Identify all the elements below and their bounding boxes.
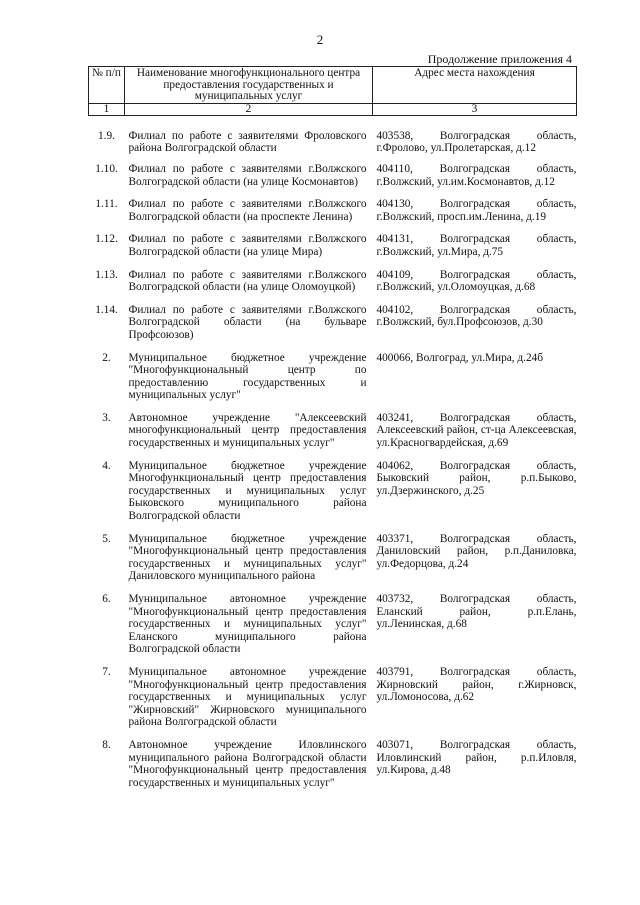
row-spacer-cell <box>89 188 577 198</box>
row-spacer <box>89 115 577 130</box>
row-address: 404062, Волгоградская область, Быковский район, р.п.Быково, ул.Дзержинского, д.25 <box>376 459 577 497</box>
row-address: 404131, Волгоградская область, г.Волжский, ул.Мира, д.75 <box>376 233 577 258</box>
row-mfc-name: Муниципальное автономное учреждение "Многофункциональный центр предоставления государственных и муниципальных услуг "Жирновский" Жирновского муниципального района Волгоградской области <box>128 665 367 729</box>
table-row <box>89 666 577 729</box>
mfc-address-table <box>88 66 577 789</box>
row-spacer <box>89 450 577 460</box>
row-address: 403732, Волгоградская область, Еланский район, р.п.Елань, ул.Ленинская, д.68 <box>376 593 577 631</box>
row-number: 7. <box>102 665 111 678</box>
table-row <box>89 233 577 258</box>
row-spacer-cell <box>89 523 577 533</box>
column-index-1: 1 <box>89 103 125 115</box>
appendix-continuation-note: Продолжение приложения 4 <box>427 52 572 66</box>
column-index-row <box>89 103 577 115</box>
row-spacer-cell <box>89 342 577 352</box>
row-mfc-name: Муниципальное бюджетное учреждение "Многофункциональный центр предоставления государственных и муниципальных услуг" Даниловского муниципального района <box>128 532 367 583</box>
row-address: 403371, Волгоградская область, Даниловский район, р.п.Даниловка, ул.Федорцова, д.24 <box>376 532 577 570</box>
row-mfc-name: Муниципальное бюджетное учреждение "Многофункциональный центр по предоставлению государственных и муниципальных услуг" <box>128 351 367 402</box>
row-mfc-name: Филиал по работе с заявителями г.Волжского Волгоградской области (на проспекте Ленина) <box>128 198 367 223</box>
row-number: 5. <box>102 532 111 545</box>
table-row <box>89 304 577 342</box>
column-index-2: 2 <box>125 103 373 115</box>
row-number: 1.13. <box>95 268 118 281</box>
row-number: 1.14. <box>95 303 118 316</box>
header-num: № п/п <box>89 67 125 104</box>
row-spacer-cell <box>89 259 577 269</box>
table-row <box>89 593 577 656</box>
table-row <box>89 533 577 583</box>
row-address: 403791, Волгоградская область, Жирновский район, г.Жирновск, ул.Ломоносова, д.62 <box>376 665 577 704</box>
row-address: 404109, Волгоградская область, г.Волжский, ул.Оломоуцкая, д.68 <box>376 268 577 294</box>
row-spacer-cell <box>89 155 577 163</box>
row-spacer <box>89 523 577 533</box>
row-number: 1.9. <box>98 129 115 142</box>
row-spacer-cell <box>89 450 577 460</box>
row-number: 1.12. <box>95 233 118 246</box>
table-body <box>89 115 577 789</box>
row-mfc-name: Филиал по работе с заявителями г.Волжского Волгоградской области (на улице Космонавтов) <box>128 162 367 188</box>
row-spacer-cell <box>89 115 577 130</box>
row-address: 403241, Волгоградская область, Алексеевский район, ст-ца Алексеевская, ул.Красногвардейская, д.69 <box>376 411 577 450</box>
row-spacer <box>89 729 577 739</box>
row-number: 2. <box>102 351 111 364</box>
row-spacer <box>89 583 577 593</box>
table-row <box>89 269 577 294</box>
row-mfc-name: Филиал по работе с заявителями Фроловского района Волгоградской области <box>128 129 367 155</box>
row-number: 8. <box>102 738 111 751</box>
row-spacer <box>89 342 577 352</box>
row-spacer <box>89 656 577 666</box>
row-number: 4. <box>102 459 111 472</box>
header-name: Наименование многофункционального центра предоставления государственных и муниципальных услуг <box>125 67 373 104</box>
row-spacer <box>89 155 577 163</box>
row-spacer <box>89 188 577 198</box>
row-address: 404110, Волгоградская область, г.Волжский, ул.им.Космонавтов, д.12 <box>376 162 577 188</box>
row-number: 1.10. <box>95 162 118 175</box>
header-address: Адрес места нахождения <box>373 67 577 104</box>
row-spacer <box>89 402 577 412</box>
row-address: 403538, Волгоградская область, г.Фролово, ул.Пролетарская, д.12 <box>376 129 577 155</box>
row-spacer <box>89 259 577 269</box>
row-address: 403071, Волгоградская область, Иловлинский район, р.п.Иловля, ул.Кирова, д.48 <box>376 738 577 777</box>
table-row <box>89 352 577 402</box>
row-spacer-cell <box>89 402 577 412</box>
table-row <box>89 198 577 223</box>
row-mfc-name: Филиал по работе с заявителями г.Волжского Волгоградской области (на улице Оломоуцкой) <box>128 268 367 294</box>
row-address: 404102, Волгоградская область, г.Волжский, бул.Профсоюзов, д.30 <box>376 303 577 329</box>
row-number: 3. <box>102 411 111 424</box>
table-row <box>89 130 577 155</box>
table-row <box>89 163 577 188</box>
column-index-3: 3 <box>373 103 577 115</box>
row-number: 1.11. <box>95 198 118 211</box>
row-mfc-name: Филиал по работе с заявителями г.Волжского Волгоградской области (на бульваре Профсоюзов) <box>128 303 367 341</box>
table-header-row <box>89 67 577 104</box>
row-mfc-name: Автономное учреждение "Алексеевский многофункциональный центр предоставления государственных и муниципальных услуг" <box>128 411 367 450</box>
row-address: 400066, Волгоград, ул.Мира, д.24б <box>376 351 544 364</box>
row-spacer <box>89 294 577 304</box>
row-spacer-cell <box>89 294 577 304</box>
table-row <box>89 412 577 450</box>
row-spacer-cell <box>89 656 577 666</box>
table-row <box>89 460 577 523</box>
row-number: 6. <box>102 593 111 605</box>
row-spacer-cell <box>89 223 577 233</box>
row-spacer-cell <box>89 729 577 739</box>
row-spacer-cell <box>89 583 577 593</box>
page-number: 2 <box>316 32 324 47</box>
table-row <box>89 739 577 789</box>
row-mfc-name: Муниципальное автономное учреждение "Многофункциональный центр предоставления государственных и муниципальных услуг" Еланского муниципального района Волгоградской области <box>128 593 367 656</box>
row-mfc-name: Муниципальное бюджетное учреждение Многофункциональный центр предоставления государственных и муниципальных услуг Быковского муниципального района Волгоградской области <box>128 459 367 523</box>
row-address: 404130, Волгоградская область, г.Волжский, просп.им.Ленина, д.19 <box>376 198 577 223</box>
row-spacer <box>89 223 577 233</box>
row-mfc-name: Автономное учреждение Иловлинского муниципального района Волгоградской области "Многофункциональный центр предоставления государственных и муниципальных услуг" <box>128 738 367 789</box>
row-mfc-name: Филиал по работе с заявителями г.Волжского Волгоградской области (на улице Мира) <box>128 233 367 258</box>
